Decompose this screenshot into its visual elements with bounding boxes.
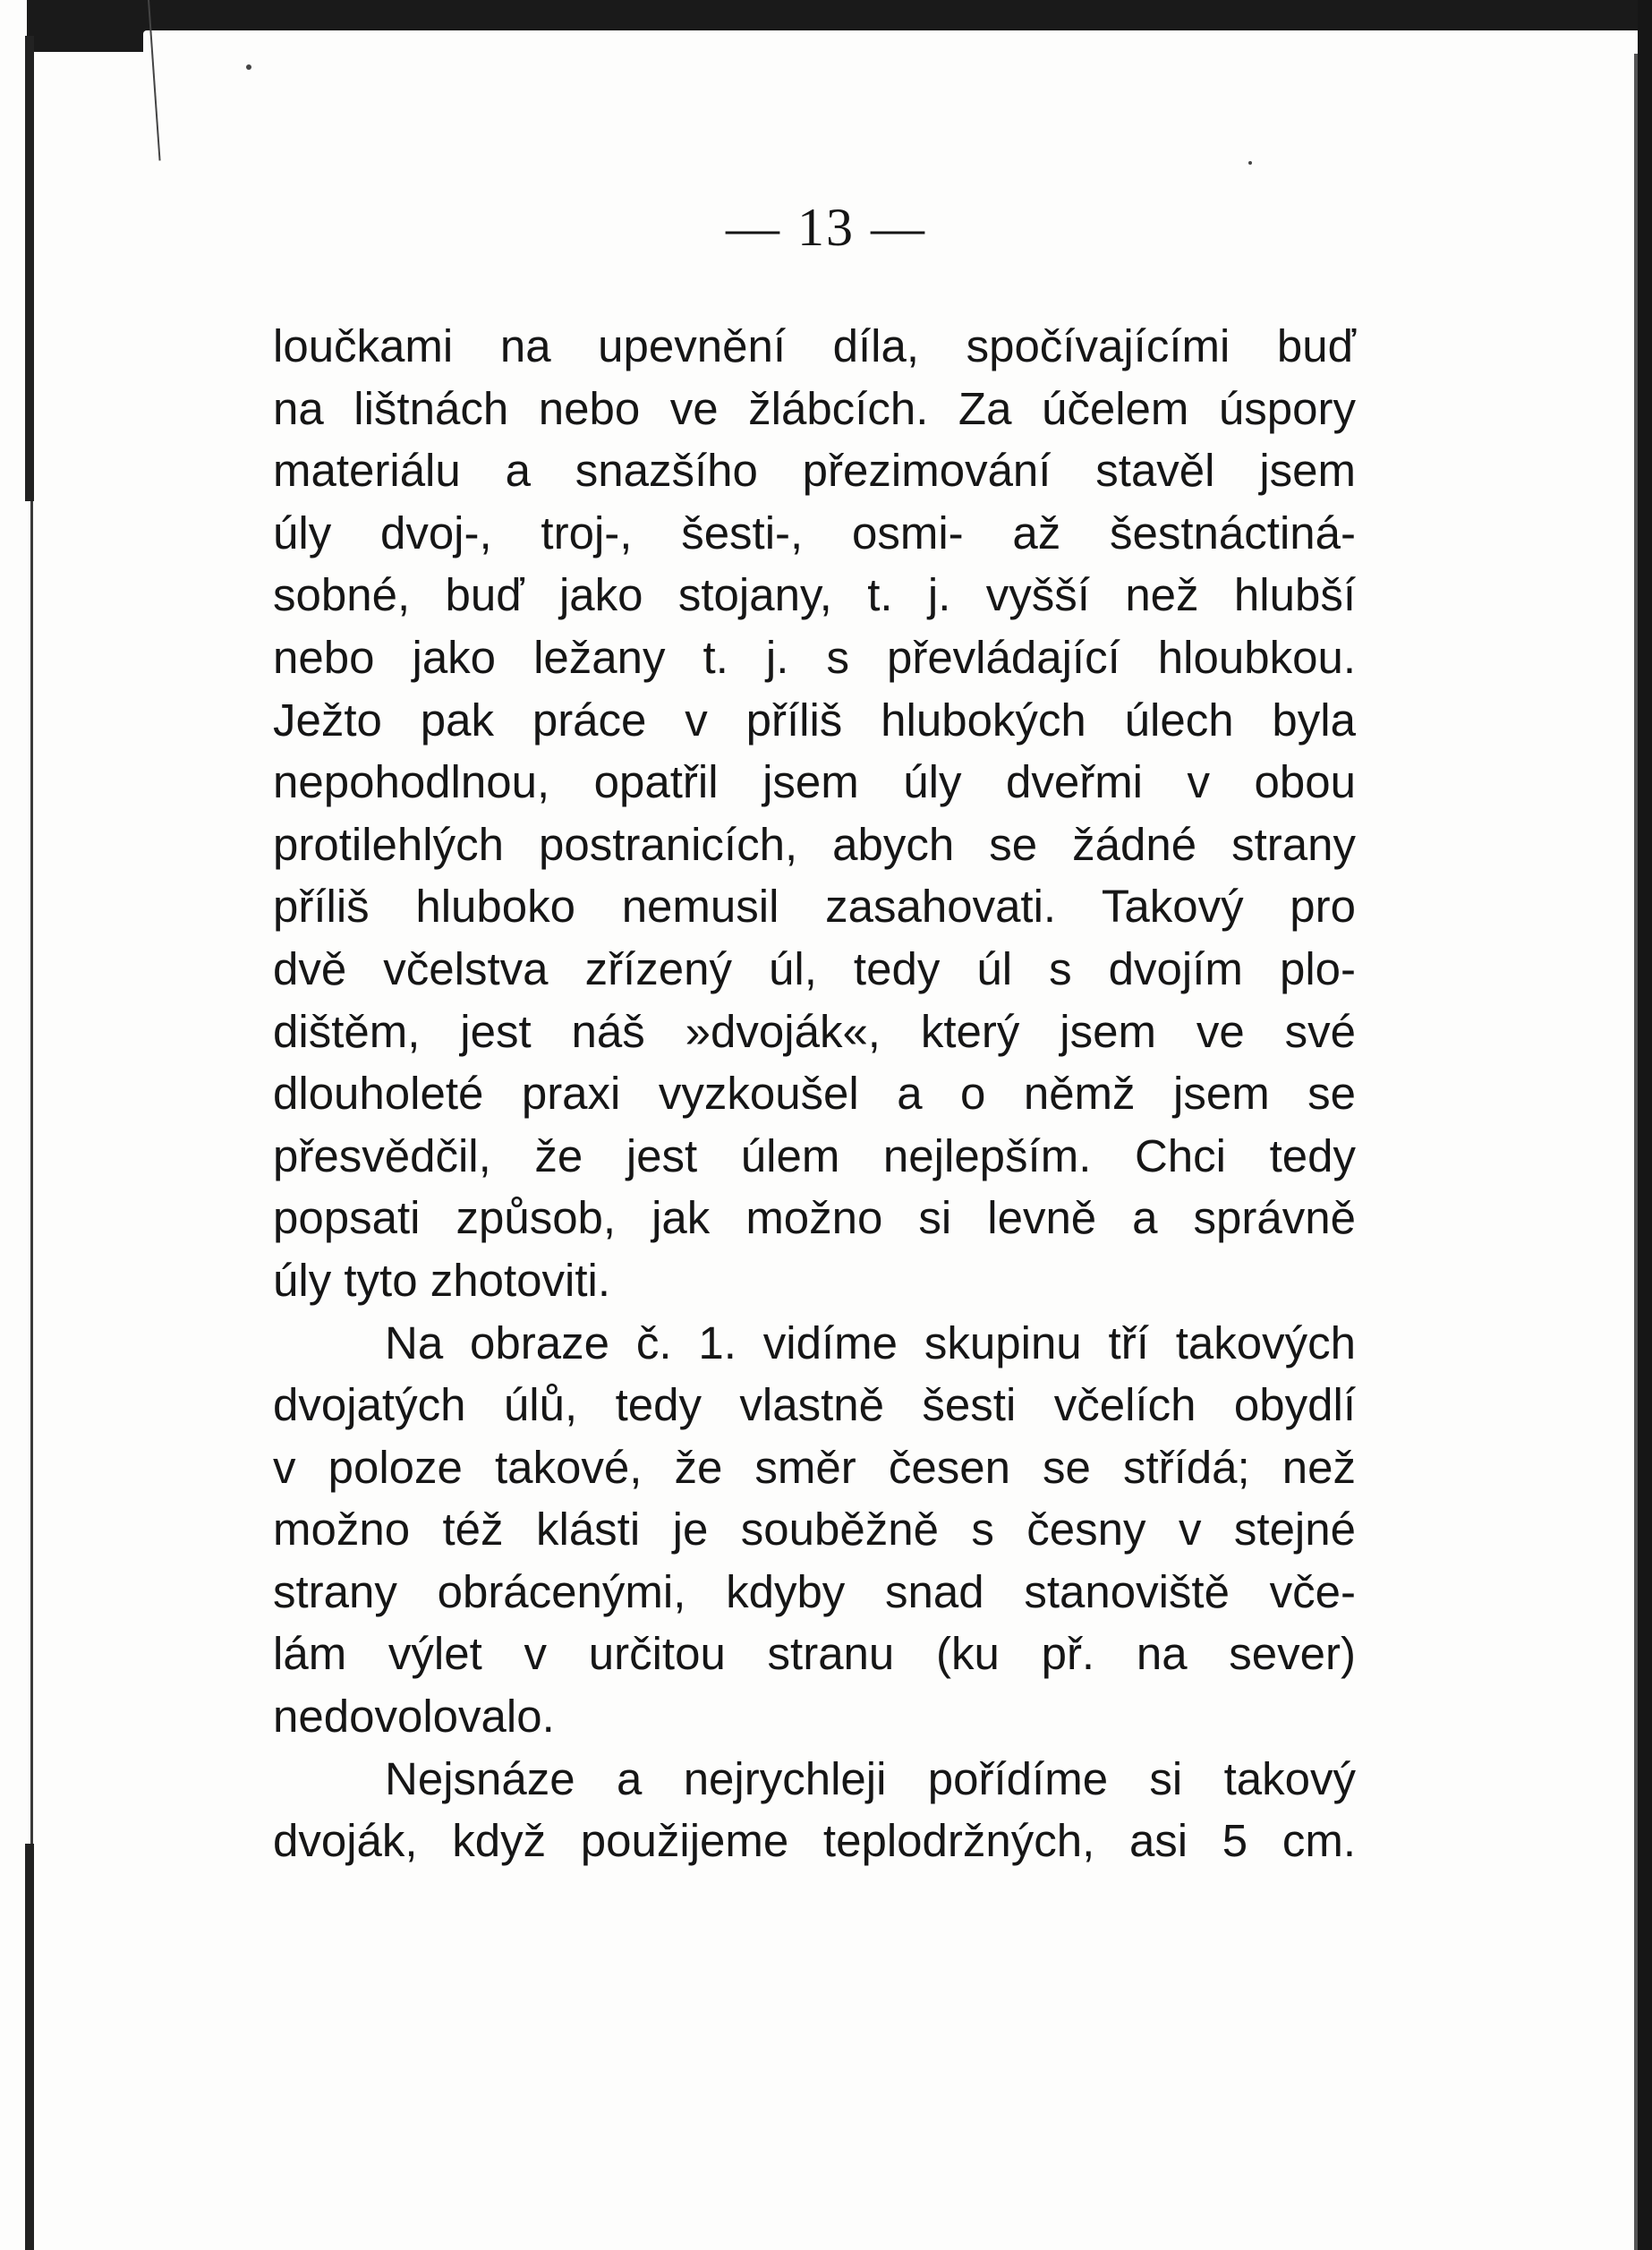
scan-edge-left-line bbox=[30, 501, 33, 1844]
text-line: nepohodlnou, opatřil jsem úly dveřmi v obou bbox=[273, 756, 1356, 808]
scan-speck bbox=[246, 64, 251, 70]
paragraph-2 bbox=[273, 1312, 1356, 1748]
text-line: dvoják, když použijeme teplodržných, asi 5 cm. bbox=[273, 1815, 1356, 1867]
text-line: Ježto pak práce v příliš hlubokých úlech byla bbox=[273, 694, 1356, 746]
text-line: úly tyto zhotoviti. bbox=[273, 1254, 610, 1306]
page-number-value: 13 bbox=[797, 198, 855, 257]
text-line: nedovolovalo. bbox=[273, 1691, 555, 1743]
text-line: loučkami na upevnění díla, spočívajícími buď bbox=[273, 320, 1356, 371]
text-line: Nejsnáze a nejrychleji pořídíme si takový bbox=[385, 1752, 1356, 1804]
text-line: možno též klásti je souběžně s česny v stejné bbox=[273, 1504, 1356, 1555]
scan-edge-right bbox=[1638, 0, 1652, 2250]
paragraph-1 bbox=[273, 315, 1356, 1312]
scan-edge-left-gap bbox=[21, 501, 38, 1844]
text-line: materiálu a snazšího přezimování stavěl jsem bbox=[273, 445, 1356, 497]
text-line: nebo jako ležany t. j. s převládající hloubkou. bbox=[273, 631, 1356, 683]
page-number-dash-right: — bbox=[871, 198, 926, 257]
text-line: příliš hluboko nemusil zasahovati. Takový pro bbox=[273, 881, 1356, 933]
text-line: Na obraze č. 1. vidíme skupinu tří takových bbox=[385, 1317, 1356, 1368]
text-line: dvojatých úlů, tedy vlastně šesti včelích obydlí bbox=[273, 1379, 1356, 1431]
scan-speck bbox=[1248, 161, 1252, 165]
text-line: sobné, buď jako stojany, t. j. vyšší než hlubší bbox=[273, 569, 1356, 621]
text-line: protilehlých postranicích, abych se žádné strany bbox=[273, 818, 1356, 870]
page-corner bbox=[143, 30, 1652, 57]
text-line: úly dvoj-, troj-, šesti-, osmi- až šestnáctiná- bbox=[273, 507, 1356, 558]
paragraph-3 bbox=[273, 1748, 1356, 1872]
text-line: popsati způsob, jak možno si levně a správně bbox=[273, 1192, 1356, 1244]
text-line: na lištnách nebo ve žlábcích. Za účelem úspory bbox=[273, 382, 1356, 434]
text-line: dvě včelstva zřízený úl, tedy úl s dvojím plo- bbox=[273, 942, 1356, 994]
text-line: v poloze takové, že směr česen se střídá; než bbox=[273, 1441, 1356, 1493]
text-line: lám výlet v určitou stranu (ku př. na sever) bbox=[273, 1628, 1356, 1680]
text-line: strany obrácenými, kdyby snad stanoviště vče- bbox=[273, 1565, 1356, 1617]
page-number-dash-left: — bbox=[726, 198, 781, 257]
text-line: dlouholeté praxi vyzkoušel a o němž jsem se bbox=[273, 1068, 1356, 1120]
body-text bbox=[273, 315, 1356, 1872]
text-line: přesvědčil, že jest úlem nejlepším. Chci tedy bbox=[273, 1129, 1356, 1181]
scan-shadow-right bbox=[1634, 54, 1638, 2250]
text-line: dištěm, jest náš »dvoják«, který jsem ve své bbox=[273, 1005, 1356, 1057]
page-number bbox=[0, 197, 1652, 259]
